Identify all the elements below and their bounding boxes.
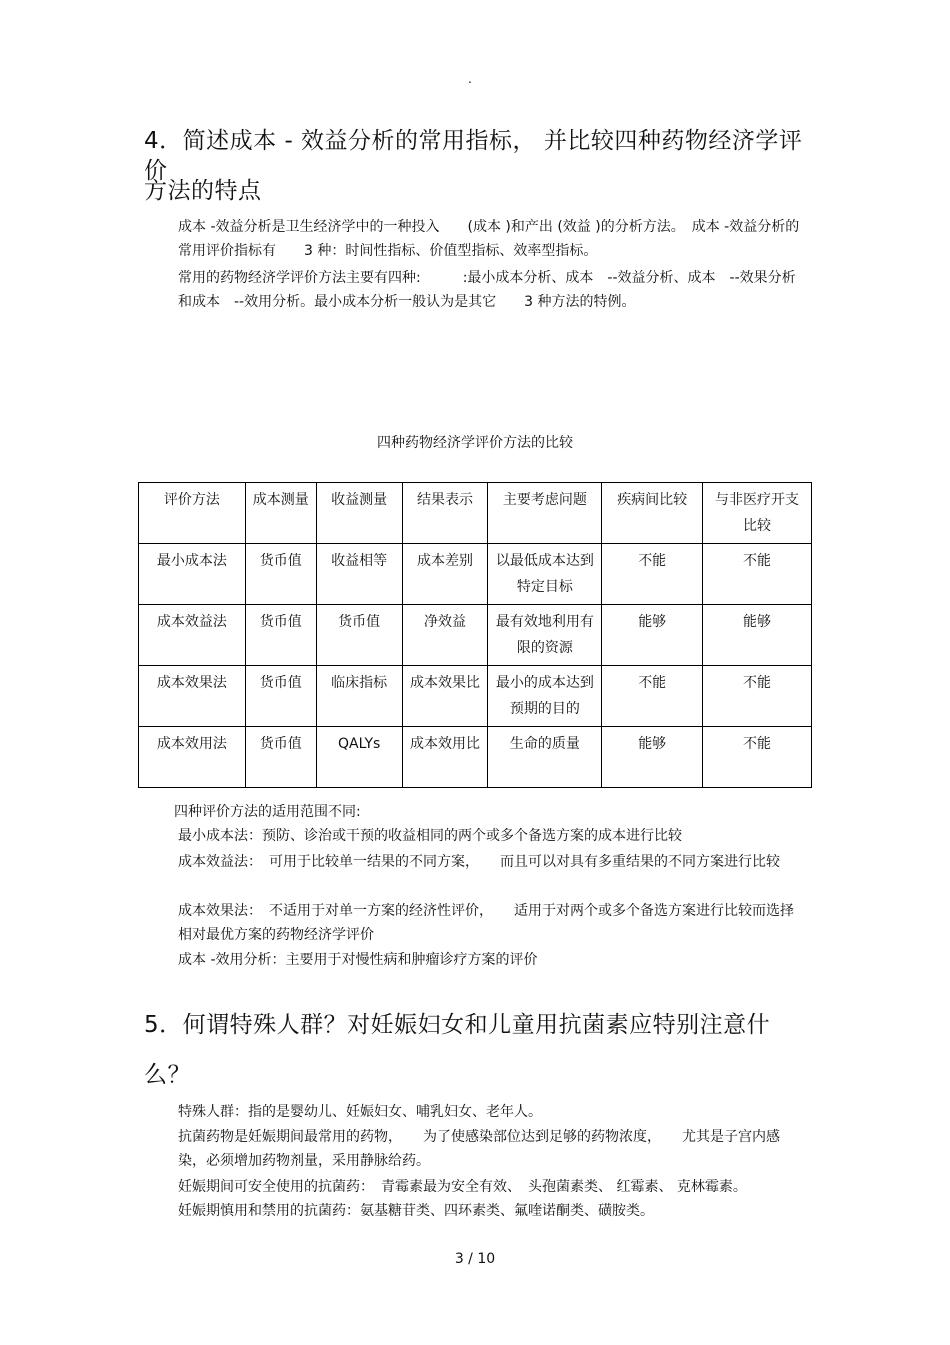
q5-paragraph-4: 妊娠期慎用和禁用的抗菌药：氨基糖苷类、四环素类、氟喹诺酮类、磺胺类。 <box>178 1203 654 1219</box>
scope-cost-utility: 成本 -效用分析：主要用于对慢性病和肿瘤诊疗方案的评价 <box>178 952 538 968</box>
table-cell: 能够 <box>703 605 812 666</box>
table-cell: 成本效果比 <box>402 666 488 727</box>
table-cell: 货币值 <box>245 605 316 666</box>
q5-paragraph-1: 特殊人群：指的是婴幼儿、妊娠妇女、哺乳妇女、老年人。 <box>178 1104 542 1120</box>
table-header-cell: 与非医疗开支比较 <box>703 483 812 544</box>
scope-intro: 四种评价方法的适用范围不同: <box>174 804 361 820</box>
table-row <box>139 727 812 788</box>
table-cell: 货币值 <box>316 605 402 666</box>
q5-paragraph-3: 妊娠期间可安全使用的抗菌药： 青霉素最为安全有效、 头孢菌素类、 红霉素、 克林霉素。 <box>178 1179 747 1195</box>
q4-paragraph-1: 成本 -效益分析是卫生经济学中的一种投入 (成本 )和产出 (效益 )的分析方法。 成本 -效益分析的常用评价指标有 3 种：时间性指标、价值型指标、效率型指标。 <box>178 219 800 259</box>
page-number: 3 / 10 <box>454 1251 496 1267</box>
table-cell: 货币值 <box>245 666 316 727</box>
comparison-table <box>138 482 812 788</box>
scope-least-cost: 最小成本法：预防、诊治或干预的收益相同的两个或多个备选方案的成本进行比较 <box>178 828 682 844</box>
scope-cost-benefit: 成本效益法： 可用于比较单一结果的不同方案， 而且可以对具有多重结果的不同方案进行比较 <box>178 854 780 870</box>
table-caption: 四种药物经济学评价方法的比较 <box>377 435 573 451</box>
table-cell: 成本效益法 <box>139 605 246 666</box>
q4-title-line2: 方法的特点 <box>144 178 262 204</box>
q4-paragraph-2: 常用的药物经济学评价方法主要有四种: :最小成本分析、成本 --效益分析、成本 --效果分析和成本 --效用分析。最小成本分析一般认为是其它 3 种方法的特例。 <box>178 270 796 310</box>
table-cell: 成本差别 <box>402 544 488 605</box>
table-row <box>139 605 812 666</box>
table-row <box>139 544 812 605</box>
table-row <box>139 666 812 727</box>
table-header-cell: 成本测量 <box>245 483 316 544</box>
table-cell: 不能 <box>703 727 812 788</box>
q5-paragraph-2: 抗菌药物是妊娠期间最常用的药物， 为了使感染部位达到足够的药物浓度， 尤其是子宫内感染，必须增加药物剂量，采用静脉给药。 <box>178 1129 780 1169</box>
table-cell: 临床指标 <box>316 666 402 727</box>
table-cell: 最小成本法 <box>139 544 246 605</box>
table-header-cell: 主要考虑问题 <box>488 483 602 544</box>
table-cell: 收益相等 <box>316 544 402 605</box>
table-cell: 成本效果法 <box>139 666 246 727</box>
table-cell: 能够 <box>602 727 703 788</box>
table-header-row <box>139 483 812 544</box>
table-cell: 不能 <box>703 544 812 605</box>
table-cell: 最有效地利用有限的资源 <box>488 605 602 666</box>
scope-cost-effectiveness: 成本效果法： 不适用于对单一方案的经济性评价， 适用于对两个或多个备选方案进行比较而选择相对最优方案的药物经济学评价 <box>178 903 794 943</box>
table-cell: 成本效用法 <box>139 727 246 788</box>
table-cell: 货币值 <box>245 727 316 788</box>
table-cell: 最小的成本达到预期的目的 <box>488 666 602 727</box>
table-cell: 生命的质量 <box>488 727 602 788</box>
table-cell: 成本效用比 <box>402 727 488 788</box>
table-cell: 能够 <box>602 605 703 666</box>
table-cell: 不能 <box>703 666 812 727</box>
table-header-cell: 结果表示 <box>402 483 488 544</box>
q4-title-line1: 4．简述成本 - 效益分析的常用指标， 并比较四种药物经济学评价 <box>144 128 803 184</box>
top-mark: . <box>468 72 472 86</box>
table-cell: QALYs <box>316 727 402 788</box>
table-header-cell: 疾病间比较 <box>602 483 703 544</box>
q5-title-line2: 么？ <box>144 1062 191 1088</box>
table-cell: 净效益 <box>402 605 488 666</box>
table-cell: 以最低成本达到特定目标 <box>488 544 602 605</box>
table-header-cell: 评价方法 <box>139 483 246 544</box>
table-cell: 不能 <box>602 544 703 605</box>
table-header-cell: 收益测量 <box>316 483 402 544</box>
q5-title-line1: 5．何谓特殊人群？对妊娠妇女和儿童用抗菌素应特别注意什 <box>144 1012 771 1038</box>
table-cell: 不能 <box>602 666 703 727</box>
table-cell: 货币值 <box>245 544 316 605</box>
